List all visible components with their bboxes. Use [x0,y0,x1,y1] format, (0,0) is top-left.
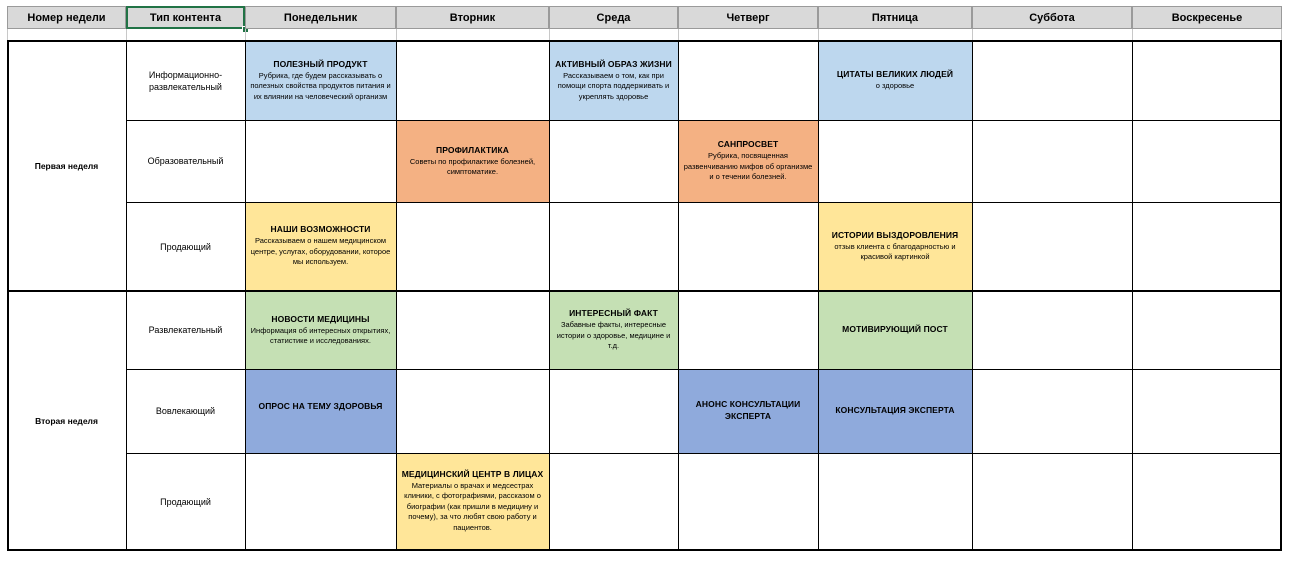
content-type-entertainment: Развлекательный [148,325,223,335]
cell-description: отзыв клиента с благодарностью и красивой картинкой [834,241,956,261]
cell-title: КОНСУЛЬТАЦИЯ ЭКСПЕРТА [835,405,955,415]
cell-great-quotes[interactable] [818,41,972,120]
cell-health-poll[interactable] [245,369,396,453]
content-type-engaging: Вовлекающий [155,406,216,416]
header-week-number[interactable]: Номер недели [7,6,126,29]
cell-interesting-fact[interactable] [549,291,678,369]
cell-description: Забавные факты, интересные истории о здоровье, медицине и т.д. [556,320,671,351]
content-type-selling-1: Продающий [160,241,211,252]
header-thursday[interactable]: Четверг [678,6,818,29]
week-label-first: Первая неделя [34,161,99,171]
cell-our-capabilities[interactable] [245,202,396,290]
cell-medical-news[interactable] [245,291,396,369]
cell-title: НАШИ ВОЗМОЖНОСТИ [270,224,371,235]
cell-title: МЕДИЦИНСКИЙ ЦЕНТР В ЛИЦАХ [401,468,544,479]
cell-title: ОПРОС НА ТЕМУ ЗДОРОВЬЯ [258,401,383,411]
cell-useful-product[interactable] [245,41,396,120]
header-wednesday[interactable]: Среда [549,6,678,29]
cell-title: АНОНС КОНСУЛЬТАЦИИ ЭКСПЕРТА [695,399,801,421]
cell-consultation-announcement[interactable] [678,369,818,453]
header-friday[interactable]: Пятница [818,6,972,29]
content-type-info-entertainment: Информационно-развлекательный [148,69,223,92]
cell-description: Рубрика, посвященная развенчиванию мифов об организме и о течении болезней. [683,151,813,182]
header-monday[interactable]: Понедельник [245,6,396,29]
header-content-type[interactable]: Тип контента [126,6,245,29]
cell-description: Рубрика, где будем рассказывать о полезных свойства продуктов питания и их влиянии на человеческий организм [250,70,391,101]
content-type-educational: Образовательный [147,156,224,166]
cell-title: ИСТОРИИ ВЫЗДОРОВЛЕНИЯ [831,229,959,240]
cell-title: НОВОСТИ МЕДИЦИНЫ [271,313,370,324]
header-sunday[interactable]: Воскресенье [1132,6,1282,29]
cell-description: Информация об интересных открытиях, статистике и исследованиях. [250,325,391,345]
cell-description: Рассказываем о нашем медицинском центре, услугах, оборудовании, которое мы используем. [250,236,391,267]
cell-motivating-post[interactable] [818,291,972,369]
header-saturday[interactable]: Суббота [972,6,1132,29]
cell-active-lifestyle[interactable] [549,41,678,120]
cell-title: МОТИВИРУЮЩИЙ ПОСТ [842,324,948,334]
cell-title: ИНТЕРЕСНЫЙ ФАКТ [569,308,658,319]
cell-expert-consultation[interactable] [818,369,972,453]
cell-title: ЦИТАТЫ ВЕЛИКИХ ЛЮДЕЙ [836,69,954,80]
cell-description: о здоровье [875,81,915,91]
cell-title: САНПРОСВЕТ [717,139,779,150]
cell-recovery-stories[interactable] [818,202,972,290]
cell-medical-center-faces[interactable] [396,453,549,549]
cell-prevention[interactable] [396,120,549,202]
week-label-second: Вторая неделя [35,415,98,426]
cell-title: ПРОФИЛАКТИКА [436,144,509,155]
cell-description: Рассказываем о том, как при помощи спорта поддерживать и укреплять здоровье [557,70,670,101]
cell-description: Советы по профилактике болезней, симптоматике. [409,156,536,176]
cell-title: ПОЛЕЗНЫЙ ПРОДУКТ [273,58,368,69]
header-tuesday[interactable]: Вторник [396,6,549,29]
cell-sanprosvet[interactable] [678,120,818,202]
cell-title: АКТИВНЫЙ ОБРАЗ ЖИЗНИ [555,58,672,69]
content-type-selling-2: Продающий [160,496,211,507]
cell-description: Материалы о врачах и медсестрах клиники, с фотографиями, рассказом о биографии (как пришли в медицину и почему), за что любят свою работу и пациентов. [404,480,541,532]
